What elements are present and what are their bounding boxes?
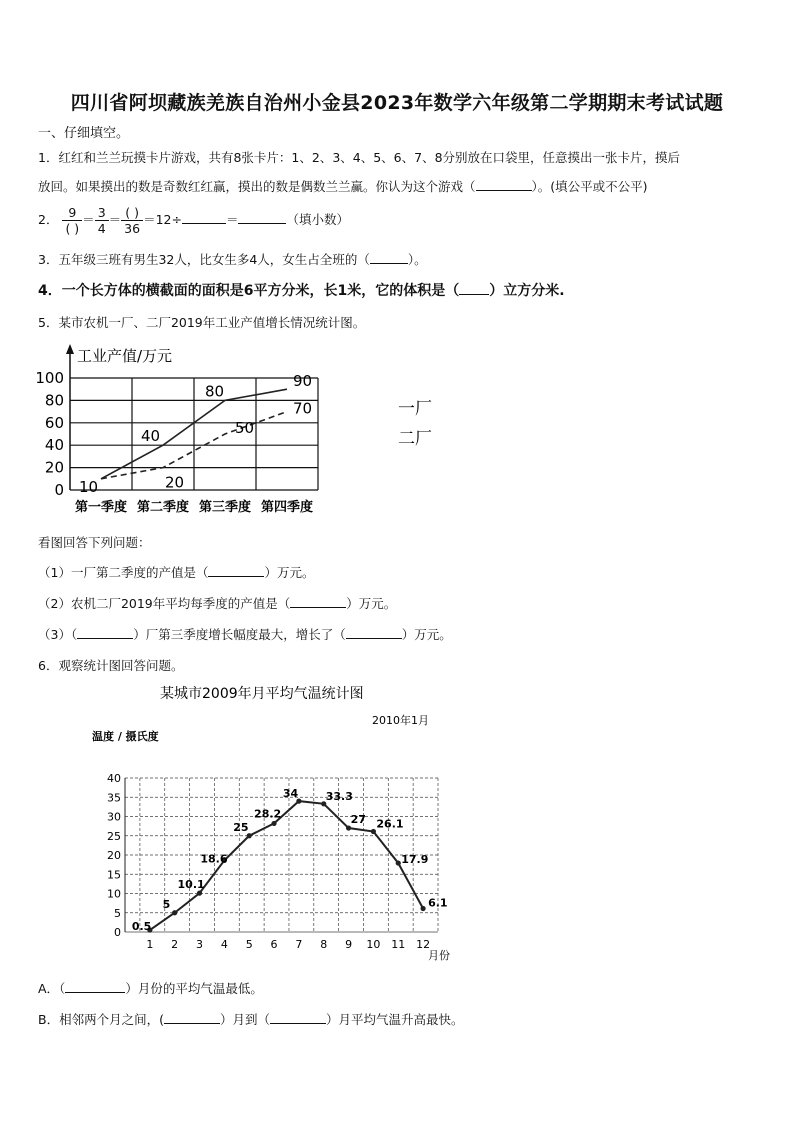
y-tick-label: 0	[54, 481, 64, 499]
sub-3-text-b: ）厂第三季度增长幅度最大，增长了（	[133, 627, 346, 642]
fraction-3	[121, 205, 143, 236]
data-point	[420, 906, 425, 911]
question-1-line2	[38, 177, 648, 195]
answer-blank[interactable]	[459, 281, 489, 295]
sub-3-text-a: （3）（	[38, 627, 78, 642]
question-4-text-b: ）立方分米.	[489, 283, 565, 299]
y-tick-label: 5	[114, 906, 121, 920]
question-4	[38, 280, 565, 300]
data-point	[346, 825, 351, 830]
y-axis-label: 工业产值/万元	[77, 347, 173, 365]
y-tick-label: 15	[107, 868, 121, 882]
answer-blank[interactable]	[77, 625, 133, 639]
fraction-1	[62, 205, 82, 236]
question-3	[38, 250, 427, 268]
sub-b-text-a: B．相邻两个月之间，(	[38, 1012, 164, 1027]
data-label: 10	[79, 477, 99, 496]
equals-sign: ＝	[225, 212, 239, 227]
data-label: 18.6	[200, 852, 228, 866]
answer-blank[interactable]	[208, 563, 264, 577]
answer-blank[interactable]	[65, 979, 125, 993]
answer-blank[interactable]	[270, 1010, 326, 1024]
data-label: 80	[205, 382, 225, 401]
question-5-sub-1	[38, 563, 314, 581]
question-6-intro: 6．观察统计图回答问题。	[38, 658, 184, 673]
answer-blank[interactable]	[182, 210, 226, 224]
data-point	[247, 833, 252, 838]
y-tick-label: 60	[44, 413, 64, 432]
x-tick-label: 第一季度	[74, 500, 128, 515]
chart-title: 某城市2009年月平均气温统计图	[160, 686, 364, 702]
sub-a-text-a: A．（	[38, 981, 66, 996]
x-tick-label: 5	[245, 938, 253, 951]
answer-blank[interactable]	[238, 210, 286, 224]
chart1-grid	[70, 378, 318, 490]
temperature-chart	[80, 682, 480, 967]
sub-1-text-b: ）万元。	[264, 565, 315, 580]
equals-sign: ＝	[82, 212, 95, 227]
chart1-y-ticks	[35, 369, 64, 499]
y-axis-label: 温度 / 摄氏度	[92, 730, 159, 743]
chart1-legend	[398, 399, 432, 449]
data-label: 40	[141, 427, 161, 446]
data-label: 34	[282, 787, 299, 801]
chart-subtitle: 2010年1月	[372, 714, 429, 727]
question-5-sub-3	[38, 625, 452, 643]
page-title: 四川省阿坝藏族羌族自治州小金县2023年数学六年级第二学期期末考试试题	[70, 92, 724, 114]
question-3-text-b: ）。	[407, 252, 427, 267]
sub-2-text-b: ）万元。	[346, 596, 397, 611]
x-tick-label: 1	[146, 938, 154, 951]
question-1-text-b: ）。(填公平或不公平)	[531, 179, 648, 194]
x-tick-label: 2	[171, 938, 179, 951]
x-tick-label: 3	[196, 938, 204, 951]
data-point	[197, 891, 202, 896]
data-label: 10.1	[177, 878, 205, 892]
y-tick-label: 40	[44, 436, 64, 455]
chart2-y-ticks	[107, 772, 121, 939]
question-6-sub-b	[38, 1010, 463, 1028]
x-tick-label: 4	[220, 938, 228, 951]
x-tick-label: 8	[320, 938, 328, 951]
y-tick-label: 20	[107, 849, 121, 862]
question-3-text-a: 3．五年级三班有男生32人，比女生多4人，女生占全班的（	[38, 252, 370, 267]
y-axis-arrow	[66, 344, 74, 354]
industrial-output-chart	[30, 342, 470, 522]
x-tick-label: 第二季度	[136, 500, 190, 515]
data-label: 90	[293, 372, 313, 391]
x-tick-label: 6	[270, 938, 278, 951]
division-text: ＝12÷	[143, 212, 182, 227]
question-2-label: 2．	[38, 212, 59, 227]
data-point	[396, 860, 401, 865]
x-tick-label: 7	[295, 938, 303, 951]
x-tick-label: 10	[366, 938, 381, 951]
equals-sign: ＝	[108, 212, 122, 227]
y-tick-label: 100	[35, 369, 64, 387]
answer-blank[interactable]	[164, 1010, 220, 1024]
y-tick-label: 10	[107, 887, 121, 901]
question-4-text-a: 4．一个长方体的横截面的面积是6平方分米，长1米，它的体积是（	[38, 283, 460, 299]
legend-label: 二厂	[398, 429, 432, 449]
fraction-2	[95, 205, 109, 236]
sub-3-text-c: ）万元。	[401, 627, 452, 642]
y-tick-label: 80	[44, 391, 64, 410]
question-2-tail: （填小数）	[286, 212, 349, 227]
sub-2-text-a: （2）农机二厂2019年平均每季度的产值是（	[38, 596, 291, 611]
x-tick-label: 第三季度	[198, 500, 252, 515]
sub-1-text-a: （1）一厂第二季度的产值是（	[38, 565, 209, 580]
answer-blank[interactable]	[290, 594, 346, 608]
question-2	[38, 205, 349, 236]
fraction-2-denominator: 4	[97, 221, 106, 236]
sub-b-text-c: ）月平均气温升高最快。	[325, 1012, 464, 1027]
x-tick-label: 11	[391, 938, 406, 951]
data-label: 0.5	[131, 920, 152, 934]
y-tick-label: 40	[107, 772, 121, 785]
y-tick-label: 35	[107, 791, 121, 805]
data-point	[271, 821, 276, 826]
x-tick-label: 12	[416, 938, 431, 951]
answer-blank[interactable]	[476, 177, 532, 191]
sub-a-text-b: ）月份的平均气温最低。	[125, 981, 263, 996]
chart2-x-ticks	[146, 938, 430, 951]
chart1-x-ticks	[75, 499, 313, 515]
fraction-3-numerator[interactable]: ( )	[121, 205, 143, 221]
question-5-intro: 5．某市农机一厂、二厂2019年工业产值增长情况统计图。	[38, 315, 366, 330]
sub-b-text-b: ）月到（	[219, 1012, 270, 1027]
question-1-line1: 1．红红和兰兰玩摸卡片游戏，共有8张卡片：1、2、3、4、5、6、7、8分别放在口袋里，任意摸出一张卡片，摸后	[38, 150, 681, 165]
data-point	[172, 910, 177, 915]
section-heading: 一、仔细填空。	[38, 126, 130, 141]
data-label: 33.3	[325, 789, 353, 803]
answer-blank[interactable]	[346, 625, 402, 639]
legend-label: 一厂	[398, 399, 432, 419]
y-tick-label: 20	[44, 458, 64, 477]
question-1-text-a: 放回。如果摸出的数是奇数红红赢，摸出的数是偶数兰兰赢。你认为这个游戏（	[38, 179, 476, 194]
data-label: 17.9	[401, 853, 429, 867]
y-tick-label: 25	[107, 829, 121, 843]
fraction-1-denominator[interactable]: ( )	[65, 221, 80, 236]
data-label: 5	[162, 897, 171, 911]
data-point	[371, 829, 376, 834]
x-tick-label: 第四季度	[260, 500, 314, 515]
data-label: 27	[350, 813, 366, 827]
question-5-prompt: 看图回答下列问题：	[38, 535, 151, 550]
question-6-sub-a	[38, 979, 263, 997]
fraction-1-numerator: 9	[62, 205, 82, 221]
data-label: 26.1	[376, 817, 404, 831]
fraction-2-numerator: 3	[95, 205, 109, 221]
y-tick-label: 0	[114, 926, 121, 939]
data-label: 70	[293, 399, 313, 418]
y-tick-label: 30	[107, 810, 121, 824]
data-label: 28.2	[254, 807, 282, 821]
x-axis-label: 月份	[428, 949, 450, 962]
data-label: 20	[165, 473, 185, 492]
answer-blank[interactable]	[370, 250, 408, 264]
fraction-3-denominator: 36	[124, 221, 141, 236]
question-5-sub-2	[38, 594, 396, 612]
data-label: 50	[235, 419, 255, 437]
x-tick-label: 9	[345, 938, 353, 951]
data-label: 25	[233, 820, 249, 834]
data-label: 6.1	[428, 896, 448, 910]
